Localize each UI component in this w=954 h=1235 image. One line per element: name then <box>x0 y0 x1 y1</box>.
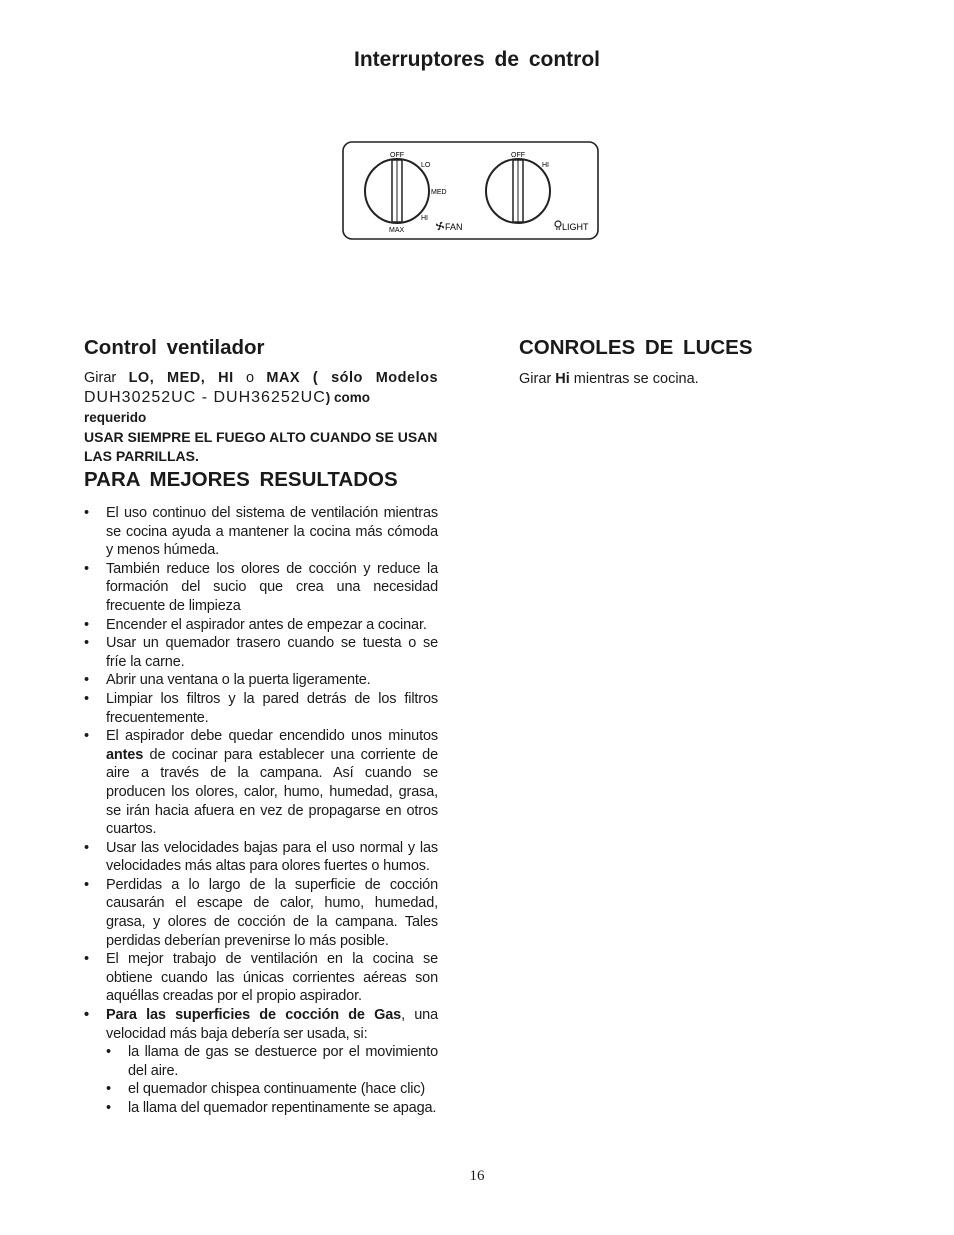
bullet: • <box>106 1044 111 1061</box>
bullet: • <box>106 1100 111 1116</box>
fan-label-off: OFF <box>390 152 404 159</box>
fan-label-hi: HI <box>421 215 428 222</box>
results-list <box>84 504 438 1118</box>
fan-text-models: DUH30252UC - DUH36252UC <box>84 389 326 406</box>
fan-control-heading: Control ventilador <box>84 336 265 359</box>
results-heading: PARA MEJORES RESULTADOS <box>84 468 398 491</box>
sub-list-item <box>106 1043 438 1080</box>
fan-text-como: ) como <box>325 390 371 405</box>
list-item-text: Perdidas a lo largo de la superficie de cocción causarán el escape de calor, humo, humedad, grasa, y olores de cocción de la campana. Tales perdidas deberían prevenirse lo más posible. <box>106 876 438 949</box>
lights-heading: CONROLES DE LUCES <box>519 336 753 359</box>
list-item-text: Usar un quemador trasero cuando se tuesta o se fríe la carne. <box>106 635 438 670</box>
right-column <box>519 334 879 389</box>
list-item <box>84 690 438 727</box>
light-label: LIGHT <box>562 222 589 232</box>
list-item <box>84 671 438 690</box>
lights-text-pre: Girar <box>519 371 556 387</box>
list-item-text: Limpiar los filtros y la pared detrás de los filtros frecuentemente. <box>106 690 438 726</box>
sub-list-item <box>106 1080 438 1099</box>
fan-text-requerido: requerido <box>84 410 147 425</box>
lights-text-post: mientras se cocina. <box>569 371 699 387</box>
bullet: • <box>84 1007 89 1024</box>
bullet: • <box>84 839 89 856</box>
list-item-text: de cocinar para establecer una corriente de aire a través de la campana. Así cuando se producen los olores, calor, humo, humedad, grasa, se irán hacia afuera en vez de propagarse en otros cuartos. <box>106 746 438 838</box>
bullet: • <box>84 505 89 521</box>
bullet: • <box>84 690 89 707</box>
bullet: • <box>84 876 89 893</box>
sub-list-item-text: la llama de gas se destuerce por el movimiento del aire. <box>128 1044 438 1079</box>
list-item-text: Abrir una ventana o la puerta ligeramente. <box>106 672 371 689</box>
bullet: • <box>84 635 89 652</box>
bullet: • <box>84 951 89 968</box>
list-item-gas <box>84 1006 438 1118</box>
list-item-text: Encender el aspirador antes de empezar a cocinar. <box>106 616 427 633</box>
fan-text-o: o <box>233 370 267 386</box>
list-item <box>84 876 438 950</box>
fan-label: FAN <box>445 222 463 232</box>
left-column <box>84 334 438 1118</box>
list-item <box>84 950 438 1006</box>
list-item-text: El aspirador debe quedar encendido unos minutos <box>106 728 438 745</box>
fan-text-girar: Girar <box>84 370 129 386</box>
light-label-off: OFF <box>511 152 525 159</box>
fan-label-max: MAX <box>389 227 405 234</box>
grill-warning: USAR SIEMPRE EL FUEGO ALTO CUANDO SE USAN LAS PARRILLAS. <box>84 429 438 464</box>
list-item-text: El mejor trabajo de ventilación en la cocina se obtiene cuando las únicas corrientes aéreas son aquéllas creadas por el propio aspirador. <box>106 951 438 1005</box>
control-panel-diagram <box>342 141 599 240</box>
list-item-emphasis: Para las superficies de cocción de Gas <box>106 1007 402 1024</box>
page-number: 16 <box>469 1168 485 1184</box>
fan-text-max: MAX ( sólo Modelos <box>266 370 439 386</box>
list-item-text: El uso continuo del sistema de ventilación mientras se cocina ayuda a mantener la cocina más cómoda y menos húmeda. <box>106 505 438 559</box>
list-item <box>84 560 438 616</box>
list-item-text: Usar las velocidades bajas para el uso normal y las velocidades más altas para olores fuertes o humos. <box>106 839 438 875</box>
light-knob[interactable] <box>486 159 550 223</box>
list-item-text: También reduce los olores de cocción y reduce la formación del sucio que crea una necesidad frecuente de limpieza <box>106 560 438 614</box>
sub-list-item <box>106 1099 438 1118</box>
fan-label-med: MED <box>431 189 447 196</box>
list-item <box>84 504 438 560</box>
light-label-hi: HI <box>542 162 549 169</box>
fan-text-speeds: LO, MED, HI <box>128 370 234 386</box>
bullet: • <box>84 672 89 689</box>
fan-control-text <box>84 368 438 428</box>
list-item-text: , una velocidad más baja debería ser usada, si: <box>106 1007 438 1042</box>
list-item <box>84 839 438 876</box>
list-item <box>84 727 438 839</box>
sub-list-item-text: el quemador chispea continuamente (hace clic) <box>128 1081 426 1098</box>
gas-sublist <box>106 1043 438 1117</box>
fan-knob[interactable] <box>365 159 429 223</box>
lights-text <box>519 370 879 389</box>
lights-text-bold: Hi <box>555 371 570 387</box>
bullet: • <box>84 728 89 745</box>
list-item-emphasis: antes <box>106 746 144 763</box>
list-item <box>84 634 438 671</box>
sub-list-item-text: la llama del quemador repentinamente se apaga. <box>128 1100 437 1116</box>
page-title: Interruptores de control <box>353 48 601 71</box>
fan-label-lo: LO <box>421 162 431 169</box>
bullet: • <box>84 616 89 633</box>
bullet: • <box>84 560 89 577</box>
list-item <box>84 616 438 635</box>
bullet: • <box>106 1081 111 1098</box>
